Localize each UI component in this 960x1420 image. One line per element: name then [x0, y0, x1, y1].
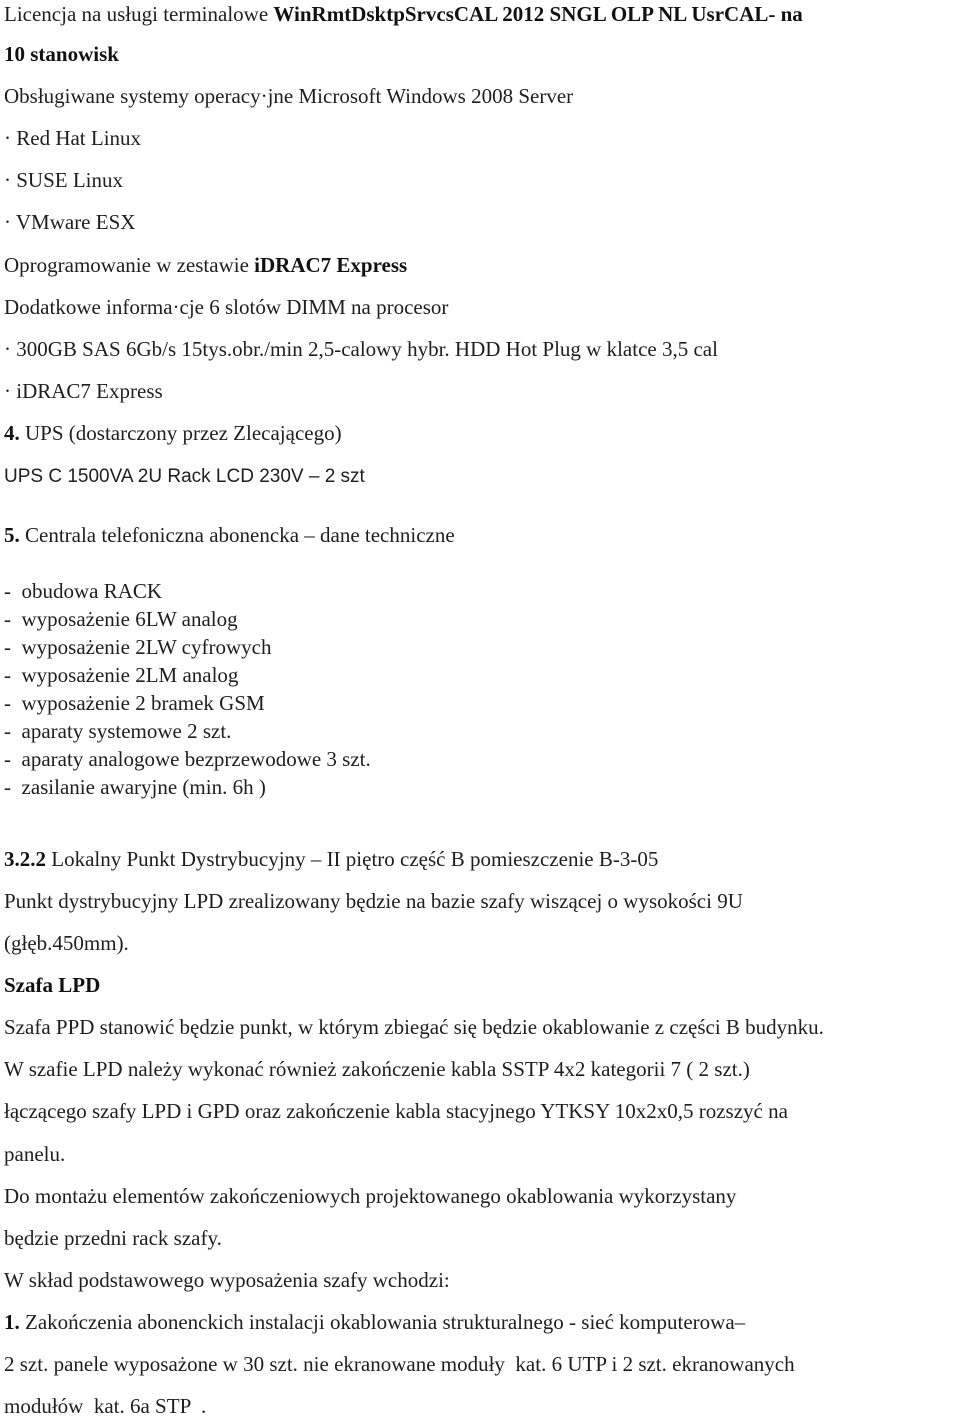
spec-list-item: - aparaty analogowe bezprzewodowe 3 szt. [4, 747, 371, 771]
section-5-heading [4, 521, 455, 549]
os-item-redhat: · Red Hat Linux [4, 126, 142, 150]
software-product: iDRAC7 Express [254, 253, 408, 277]
paragraph-line: W skład podstawowego wyposażenia szafy wchodzi: [4, 1268, 450, 1292]
numbered-item-1 [4, 1308, 745, 1336]
license-line-cont [4, 40, 119, 68]
item-1-text: Zakończenia abonenckich instalacji okablowania strukturalnego - sieć komputerowa– [19, 1310, 746, 1334]
paragraph-line: Do montażu elementów zakończeniowych projektowanego okablowania wykorzystany [4, 1184, 737, 1208]
paragraph-line: 2 szt. panele wyposażone w 30 szt. nie ekranowane moduły kat. 6 UTP i 2 szt. ekranowanych [4, 1352, 795, 1376]
license-text: Licencja na usługi terminalowe [4, 2, 274, 26]
section-322-heading [4, 845, 658, 873]
spec-list-item: - wyposażenie 6LW analog [4, 607, 238, 631]
szafa-lpd-heading [4, 971, 100, 999]
szafa-lpd-title: Szafa LPD [4, 973, 101, 997]
license-seats: 10 stanowisk [4, 42, 119, 66]
section-4-heading [4, 419, 342, 447]
paragraph-line: Szafa PPD stanowić będzie punkt, w którym zbiegać się będzie okablowanie z części B budynku. [4, 1015, 824, 1039]
item-1-number: 1. [4, 1310, 20, 1334]
software-text: Oprogramowanie w zestawie [4, 253, 255, 277]
paragraph-line: modułów kat. 6a STP . [4, 1394, 207, 1418]
software-line [4, 251, 407, 279]
license-product: WinRmtDsktpSrvcsCAL 2012 SNGL OLP NL UsrCAL- na [273, 2, 803, 26]
ups-line: UPS C 1500VA 2U Rack LCD 230V – 2 szt [4, 466, 365, 487]
section-4-number: 4. [4, 421, 20, 445]
idrac-line: · iDRAC7 Express [4, 379, 163, 403]
paragraph-line: łączącego szafy LPD i GPD oraz zakończenie kabla stacyjnego YTKSY 10x2x0,5 rozszyć na [4, 1099, 788, 1123]
os-support-line: Obsługiwane systemy operacy·jne Microsoft Windows 2008 Server [4, 84, 574, 108]
paragraph-line: będzie przedni rack szafy. [4, 1226, 222, 1250]
extra-info-line: Dodatkowe informa·cje 6 slotów DIMM na procesor [4, 295, 449, 319]
section-4-title: UPS (dostarczony przez Zlecającego) [19, 421, 342, 445]
license-line [4, 0, 803, 28]
spec-list-item: - aparaty systemowe 2 szt. [4, 719, 232, 743]
os-item-vmware: · VMware ESX [4, 210, 136, 234]
paragraph-line: (głęb.450mm). [4, 931, 129, 955]
paragraph-line: panelu. [4, 1142, 66, 1166]
section-5-title: Centrala telefoniczna abonencka – dane techniczne [19, 523, 455, 547]
disk-line: · 300GB SAS 6Gb/s 15tys.obr./min 2,5-calowy hybr. HDD Hot Plug w klatce 3,5 cal [4, 337, 718, 361]
spec-list-item: - wyposażenie 2LM analog [4, 663, 239, 687]
section-5-number: 5. [4, 523, 20, 547]
paragraph-line: Punkt dystrybucyjny LPD zrealizowany będzie na bazie szafy wiszącej o wysokości 9U [4, 889, 743, 913]
os-item-suse: · SUSE Linux [4, 168, 124, 192]
section-322-number: 3.2.2 [4, 847, 46, 871]
spec-list-item: - zasilanie awaryjne (min. 6h ) [4, 775, 266, 799]
paragraph-line: W szafie LPD należy wykonać również zakończenie kabla SSTP 4x2 kategorii 7 ( 2 szt.) [4, 1057, 750, 1081]
spec-list-item: - wyposażenie 2 bramek GSM [4, 691, 265, 715]
spec-list-item: - wyposażenie 2LW cyfrowych [4, 635, 272, 659]
section-322-title: Lokalny Punkt Dystrybucyjny – II piętro część B pomieszczenie B-3-05 [46, 847, 659, 871]
spec-list-item: - obudowa RACK [4, 579, 163, 603]
